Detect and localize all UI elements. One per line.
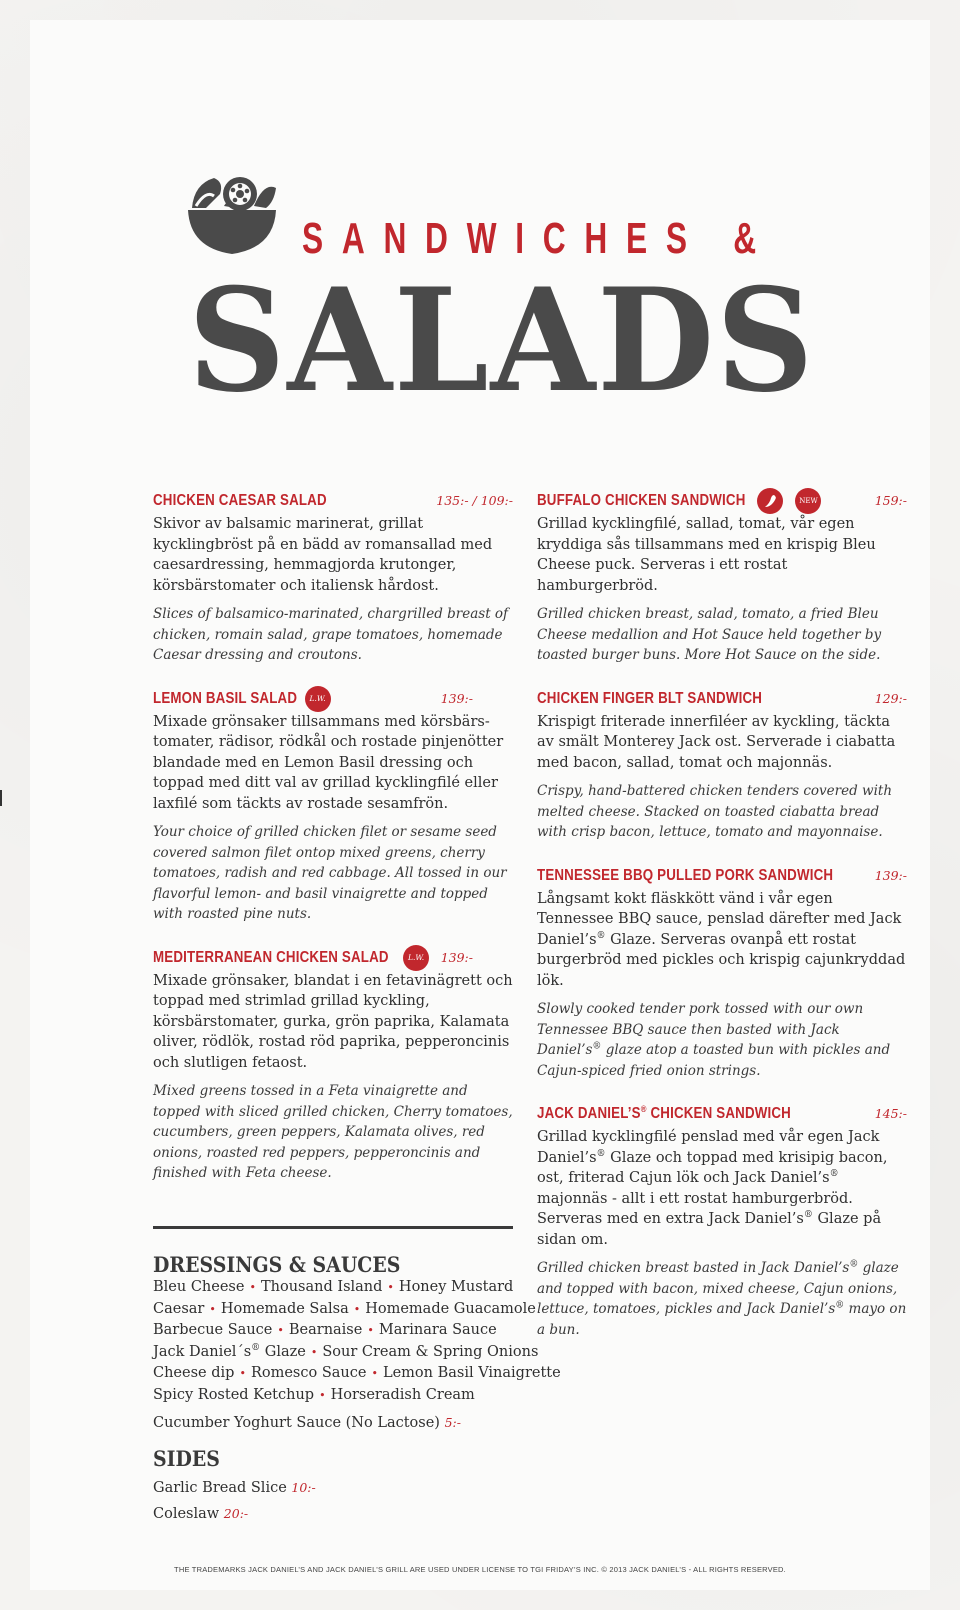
left-column — [153, 488, 513, 1202]
lw-badge-icon: L.W. — [403, 945, 429, 971]
sides-section — [153, 1446, 533, 1527]
item-description-sv: Grillad kycklingfilé, sallad, tomat, vår egen kryddiga sås tillsammans med en krispig Bleu Cheese puck. Serveras i ett rostat hamburgerbröd. — [537, 516, 876, 594]
sides-title: SIDES — [153, 1446, 220, 1471]
item-description-sv: Långsamt kokt fläskkött vänd i vår egen Tennessee BBQ sauce, penslad därefter med Jack Daniel’s® Glaze. Serveras ovanpå ett rostat burgerbröd med pickles och krispig cajunkryddad lök. — [537, 890, 906, 989]
item-price: 139:- — [874, 867, 907, 883]
item-description-sv: Grillad kycklingfilé penslad med vår egen Jack Daniel’s® Glaze och toppad med krisipig bacon, ost, friterad Cajun lök och Jack Daniel’s® majonnäs - allt i ett rostat hamburgerbröd. Serveras med en extra Jack Daniel’s® Glaze på sidan om. — [537, 1129, 888, 1248]
chili-icon — [757, 488, 783, 514]
item-name: BUFFALO CHICKEN SANDWICH — [537, 492, 746, 509]
item-price: 145:- — [874, 1106, 907, 1121]
salad-bowl-icon — [184, 170, 280, 262]
item-description-sv: Skivor av balsamic marinerat, grillat kycklingbröst på en bädd av romansallad med caesardressing, hemmagjorda krutonger, körsbärstomater och italiensk hårdost. — [153, 516, 493, 594]
item-description-en: Mixed greens tossed in a Feta vinaigrette and topped with sliced grilled chicken, Cherry tomatoes, cucumbers, green peppers, Kalamata olives, red onions, roasted red peppers, pepperoncinis and finished with Feta cheese. — [153, 1083, 513, 1181]
menu-item-chicken-finger-blt — [537, 686, 907, 843]
dressing-line: Bleu Cheese • Thousand Island • Honey Mustard — [153, 1279, 514, 1295]
item-description-en: Slices of balsamico-marinated, chargrilled breast of chicken, romain salad, grape tomatoes, homemade Caesar dressing and croutons. — [153, 606, 509, 663]
item-description-sv: Mixade grönsaker, blandat i en fetavinägrett och toppad med strimlad grillad kyckling, körsbärstomater, gurka, grön paprika, Kalamata oliver, rödlök, rostad röd paprika, pepperoncinis och slutligen fetaost. — [153, 972, 513, 1071]
item-description-en: Your choice of grilled chicken filet or sesame seed covered salmon filet ontop mixed greens, cherry tomatoes, radish and red cabbage. All tossed in our flavorful lemon- and basil vinaigrette and topped with roasted pine nuts. — [153, 824, 507, 922]
item-description-en: Crispy, hand-battered chicken tenders covered with melted cheese. Stacked on toasted ciabatta bread with crisp bacon, lettuce, tomato and mayonnaise. — [537, 783, 893, 840]
item-description-en: Slowly cooked tender pork tossed with our own Tennessee BBQ sauce then basted with Jack Daniel’s® glaze atop a toasted bun with pickles and Cajun-spiced fried onion strings. — [537, 1001, 891, 1079]
item-price: 159:- — [874, 493, 907, 508]
menu-item-buffalo-chicken — [537, 488, 907, 666]
item-description-sv: Krispigt friterade innerfiléer av kyckling, täckta av smält Monterey Jack ost. Serverade i ciabatta med bacon, sallad, tomat och majonnäs. — [537, 713, 896, 771]
dressings-title: DRESSINGS & SAUCES — [153, 1252, 401, 1277]
lw-badge-icon: L.W. — [305, 686, 331, 712]
item-description-sv: Mixade grönsaker tillsammans med körsbärs-tomater, rädisor, rödkål och rostade pinjenötter blandade med en Lemon Basil dressing och toppad med ditt val av grillad kycklingfilé eller laxfilé som täckts av rostade sesamfrön. — [153, 713, 504, 812]
item-name: CHICKEN CAESAR SALAD — [153, 492, 327, 509]
item-name: TENNESSEE BBQ PULLED PORK SANDWICH — [537, 866, 834, 884]
item-name: CHICKEN FINGER BLT SANDWICH — [537, 689, 763, 707]
item-price: 135:- / 109:- — [436, 493, 513, 508]
item-name: LEMON BASIL SALAD — [153, 689, 298, 707]
menu-item-chicken-caesar — [153, 488, 513, 666]
page-title-top: SANDWICHES & — [302, 214, 775, 263]
item-price: 139:- — [440, 690, 473, 706]
dressings-section — [153, 1252, 561, 1433]
item-name: MEDITERRANEAN CHICKEN SALAD — [153, 948, 389, 966]
item-price: 129:- — [874, 690, 907, 706]
new-badge-icon: NEW — [795, 488, 821, 514]
dressing-extra: Cucumber Yoghurt Sauce (No Lactose) 5:- — [153, 1414, 461, 1431]
item-description-en: Grilled chicken breast, salad, tomato, a fried Bleu Cheese medallion and Hot Sauce held together by toasted burger buns. More Hot Sauce on the side. — [537, 606, 882, 663]
dressing-line: Barbecue Sauce • Bearnaise • Marinara Sauce — [153, 1322, 497, 1339]
menu-item-mediterranean — [153, 945, 513, 1184]
menu-item-lemon-basil — [153, 686, 513, 925]
item-description-en: Grilled chicken breast basted in Jack Daniel’s® glaze and topped with bacon, mixed cheese, Cajun onions, lettuce, tomatoes, pickles and Jack Daniel’s® mayo on a bun. — [537, 1259, 907, 1338]
edge-mark — [0, 790, 2, 806]
item-name: JACK DANIEL’S® CHICKEN SANDWICH — [537, 1103, 791, 1122]
menu-item-jack-daniels — [537, 1101, 907, 1340]
dressing-line: Jack Daniel´s® Glaze • Sour Cream & Spring Onions — [153, 1342, 539, 1360]
section-divider — [153, 1226, 513, 1229]
dressing-line: Cheese dip • Romesco Sauce • Lemon Basil Vinaigrette — [153, 1365, 561, 1382]
side-item: Coleslaw 20:- — [153, 1506, 249, 1522]
page-title-main: SALADS — [188, 258, 816, 424]
menu-item-tennessee-bbq — [537, 863, 907, 1082]
dressing-line: Spicy Rosted Ketchup • Horseradish Cream — [153, 1386, 475, 1403]
footer-trademark: THE TRADEMARKS JACK DANIEL’S AND JACK DANIEL’S GRILL ARE USED UNDER LICENSE TO TGI FRIDAY’S INC. © 2013 JACK DANIEL’S - ALL RIGHTS RESERVED. — [174, 1565, 786, 1574]
side-item: Garlic Bread Slice 10:- — [153, 1480, 316, 1496]
dressing-line: Caesar • Homemade Salsa • Homemade Guacamole — [153, 1300, 536, 1317]
right-column — [537, 488, 907, 1358]
item-price: 139:- — [440, 949, 473, 965]
